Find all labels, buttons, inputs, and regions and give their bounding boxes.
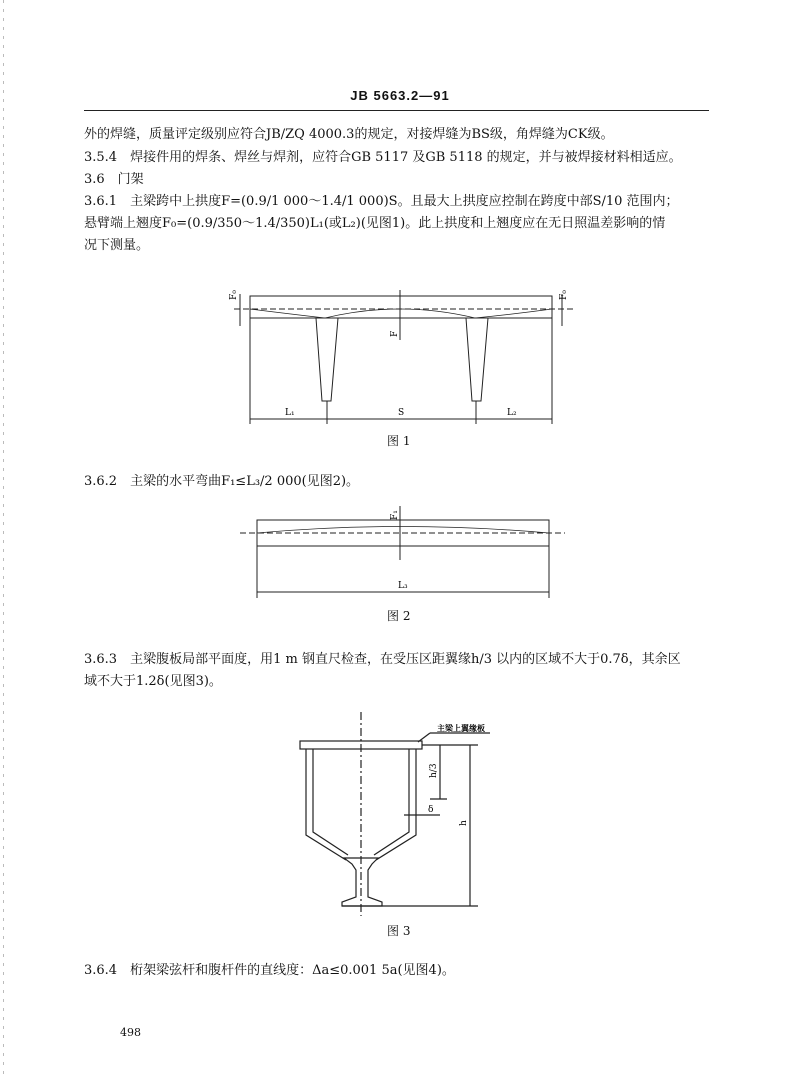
text-line-7: 3.6.2 主梁的水平弯曲F₁≤L₃/2 000(见图2)。 xyxy=(84,474,360,489)
fig3-label-delta: δ xyxy=(428,805,434,815)
fig3-label-h: h xyxy=(459,820,469,826)
text-line-6: 况下测量。 xyxy=(84,238,150,253)
fig2-label-F1: F₁ xyxy=(390,510,400,520)
fig1-leg-right xyxy=(466,318,488,401)
text-line-5: 悬臂端上翘度F₀=(0.9/350～1.4/350)L₁(或L₂)(见图1)。此上拱度和上翘度应在无日照温差影响的情 xyxy=(84,216,666,231)
fig2-label-L3: L₃ xyxy=(398,581,408,591)
text-line-8: 3.6.3 主梁腹板局部平面度，用1 m 钢直尺检查，在受压区距翼缘h/3 以内的区域不大于0.7δ，其余区 xyxy=(84,652,681,667)
fig1-label-F: F xyxy=(390,330,400,337)
fig1-main-beam xyxy=(250,296,552,318)
figure-2-caption: 图 2 xyxy=(387,609,411,623)
fig1-label-S: S xyxy=(398,408,405,418)
fig3-label-h3: h/3 xyxy=(429,763,439,778)
page-number: 498 xyxy=(120,1026,141,1039)
text-line-10: 3.6.4 桁架梁弦杆和腹杆件的直线度：Δa≤0.001 5a(见图4)。 xyxy=(84,963,455,978)
text-line-1: 外的焊缝，质量评定级别应符合JB/ZQ 4000.3的规定，对接焊缝为BS级，角焊缝为CK级。 xyxy=(84,127,614,142)
fig2-bend-curve xyxy=(257,527,549,534)
text-line-4: 3.6.1 主梁跨中上拱度F=(0.9/1 000～1.4/1 000)S。且最大上拱度应控制在跨度中部S/10 范围内； xyxy=(84,194,679,209)
page-header: JB 5663.2—91 xyxy=(350,88,450,103)
fig1-leg-left xyxy=(316,318,338,401)
fig1-label-L1: L₁ xyxy=(285,408,295,418)
scan-edge xyxy=(3,0,4,1075)
fig3-top-flange xyxy=(300,741,422,749)
header-rule xyxy=(84,110,709,111)
fig1-label-L2: L₂ xyxy=(507,408,517,418)
fig3-rail-section xyxy=(342,858,382,906)
fig3-web-left xyxy=(306,749,346,860)
fig1-label-F0: F₀ xyxy=(229,290,239,300)
section-heading-3-6: 3.6 门架 xyxy=(84,172,144,187)
fig3-label-flange: 主梁上翼缘板 xyxy=(437,723,485,733)
figure-3-caption: 图 3 xyxy=(387,924,411,938)
text-line-2: 3.5.4 焊接件用的焊条、焊丝与焊剂，应符合GB 5117 及GB 5118 的规定，并与被焊接材料相适应。 xyxy=(84,150,682,165)
fig1-camber-curve xyxy=(250,309,552,318)
fig2-main-beam xyxy=(257,520,549,546)
figure-1-caption: 图 1 xyxy=(387,434,411,448)
text-line-9: 域不大于1.2δ(见图3)。 xyxy=(84,674,222,689)
fig1-label-F0-right: F₀ xyxy=(559,290,569,300)
fig3-web-right xyxy=(376,749,416,860)
